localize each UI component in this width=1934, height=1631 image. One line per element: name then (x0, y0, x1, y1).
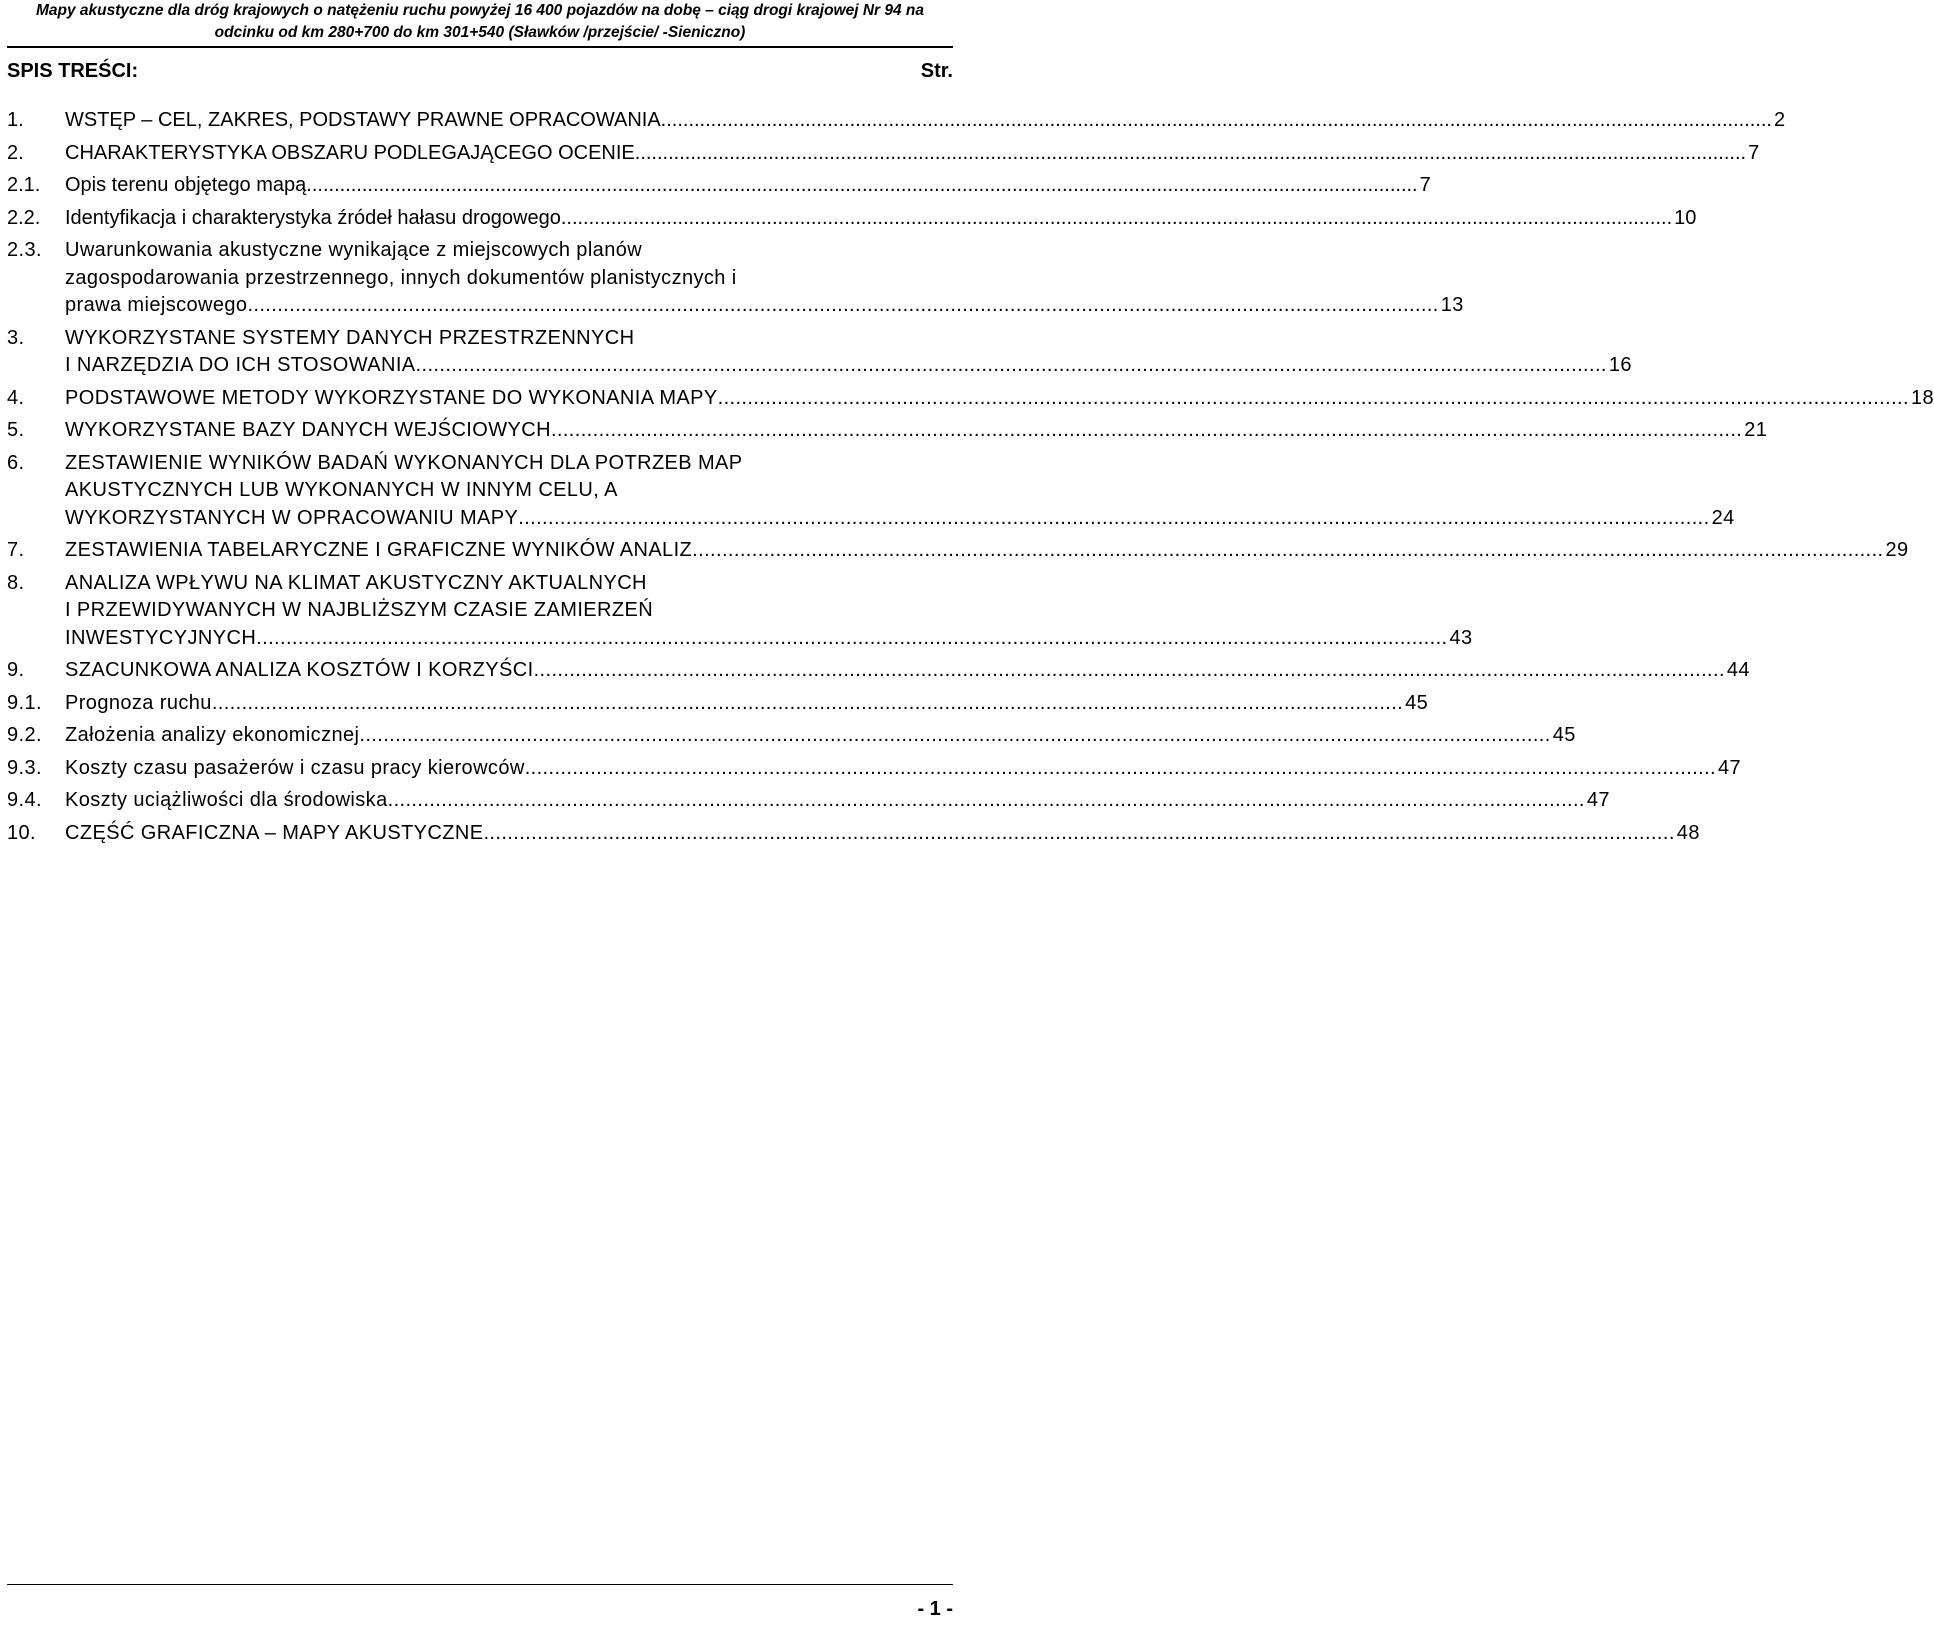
toc-title-row (7, 60, 953, 88)
toc-entry-page: 13 (1440, 294, 1464, 316)
toc-entry-title: WYKORZYSTANE SYSTEMY DANYCH PRZESTRZENNYCH (65, 326, 635, 349)
toc-entry-number: 5. (7, 419, 25, 441)
toc-entry-title: Prognoza ruchu (65, 691, 212, 714)
toc-entry-title: Uwarunkowania akustyczne wynikające z miejscowych planów (65, 239, 643, 261)
toc-entry-page: 47 (1586, 789, 1610, 811)
toc-entry-page: 21 (1744, 419, 1768, 441)
dot-leader (525, 755, 1716, 783)
dot-leader (561, 205, 1672, 233)
toc-entry[interactable] (7, 325, 1632, 380)
toc-entry-number: 2. (7, 141, 24, 164)
toc-entry-title: INWESTYCYJNYCH (65, 626, 257, 649)
toc-entry-number: 2.3. (7, 239, 42, 261)
toc-entry[interactable] (7, 722, 1576, 750)
dot-leader (212, 690, 1403, 718)
toc-entry[interactable] (7, 107, 1786, 135)
toc-entry-title: AKUSTYCZNYCH LUB WYKONANYCH W INNYM CELU, A (65, 479, 618, 501)
toc-entry-number: 9. (7, 659, 25, 681)
toc-entry-number: 9.2. (7, 724, 42, 746)
toc-entry-page: 48 (1676, 821, 1700, 844)
toc-entry-title: zagospodarowania przestrzennego, innych dokumentów planistycznych i (65, 266, 737, 289)
toc-entry[interactable] (7, 657, 1750, 685)
page-number: - 1 - (917, 1598, 953, 1620)
toc-entry-title: Koszty czasu pasażerów i czasu pracy kierowców (65, 756, 525, 779)
toc-entry-number: 2.1. (7, 174, 41, 196)
toc-entry-title: Koszty uciążliwości dla środowiska. (65, 789, 394, 811)
toc-entry[interactable] (7, 690, 1429, 718)
toc-entry-title: SZACUNKOWA ANALIZA KOSZTÓW I KORZYŚCI (65, 659, 534, 681)
toc-entry-page: 7 (1419, 174, 1431, 196)
toc-entry-title: I NARZĘDZIA DO ICH STOSOWANIA (65, 354, 416, 376)
dot-leader (518, 505, 1709, 533)
toc-entry[interactable] (7, 820, 1700, 848)
toc-entry[interactable] (7, 570, 1473, 653)
toc-entry-title: WYKORZYSTANYCH W OPRACOWANIU MAPY (65, 506, 519, 529)
dot-leader (718, 385, 1909, 413)
dot-leader (394, 787, 1585, 815)
dot-leader (483, 820, 1674, 848)
toc-entry-number: 1. (7, 109, 24, 131)
toc-entry-number: 8. (7, 571, 25, 594)
toc-entry-page: 47 (1718, 756, 1742, 779)
toc-entry[interactable] (7, 450, 1735, 533)
toc-entry-number: 9.4. (7, 789, 42, 811)
table-of-contents (7, 107, 1934, 847)
dot-leader (635, 140, 1746, 168)
toc-entry-title: ZESTAWIENIA TABELARYCZNE I GRAFICZNE WYNIKÓW ANALIZ (65, 539, 693, 561)
toc-entry-number: 4. (7, 386, 25, 409)
dot-leader (306, 172, 1417, 200)
toc-entry-page: 44 (1726, 659, 1750, 681)
toc-entry-page: 7 (1748, 141, 1760, 164)
toc-entry-title: Opis terenu objętego mapą (65, 174, 307, 196)
toc-entry-title: CZĘŚĆ GRAFICZNA – MAPY AKUSTYCZNE (65, 821, 484, 844)
toc-entry[interactable] (7, 417, 1768, 445)
dot-leader (692, 537, 1883, 565)
toc-entry-number: 10. (7, 821, 37, 844)
toc-entry-title: ANALIZA WPŁYWU NA KLIMAT AKUSTYCZNY AKTUALNYCH (65, 571, 647, 594)
dot-leader (416, 352, 1607, 380)
footer-rule (7, 1584, 953, 1585)
toc-entry-page: 16 (1608, 354, 1632, 376)
toc-title: SPIS TREŚCI: (7, 60, 139, 82)
toc-entry-title: WYKORZYSTANE BAZY DANYCH WEJŚCIOWYCH (65, 419, 551, 441)
toc-entry-page: 45 (1405, 691, 1429, 714)
toc-entry[interactable] (7, 205, 1697, 233)
dot-leader (551, 417, 1742, 445)
toc-entry[interactable] (7, 237, 1464, 320)
toc-entry[interactable] (7, 172, 1431, 200)
dot-leader (247, 292, 1438, 320)
running-header (0, 0, 960, 44)
dot-leader (256, 625, 1447, 653)
toc-entry-number: 3. (7, 326, 25, 349)
dot-leader (359, 722, 1550, 750)
toc-entry-title: Założenia analizy ekonomicznej (65, 724, 360, 746)
toc-entry[interactable] (7, 755, 1742, 783)
toc-entry[interactable] (7, 385, 1934, 413)
toc-entry-number: 2.2. (7, 206, 41, 229)
toc-entry-number: 7. (7, 539, 25, 561)
toc-entry-page: 45 (1552, 724, 1576, 746)
toc-entry-page: 43 (1449, 626, 1473, 649)
toc-entry-page: 10 (1674, 206, 1697, 229)
toc-entry-page: 24 (1711, 506, 1735, 529)
dot-leader (661, 107, 1772, 135)
toc-entry-title: I PRZEWIDYWANYCH W NAJBLIŻSZYM CZASIE ZAMIERZEŃ (65, 599, 654, 621)
toc-entry-title: PODSTAWOWE METODY WYKORZYSTANE DO WYKONANIA MAPY (65, 386, 718, 409)
toc-entry-number: 9.3. (7, 756, 42, 779)
dot-leader (534, 657, 1725, 685)
toc-entry-number: 6. (7, 451, 25, 474)
toc-entry-title: WSTĘP – CEL, ZAKRES, PODSTAWY PRAWNE OPRACOWANIA (65, 109, 661, 131)
toc-page-column-label: Str. (920, 60, 953, 82)
toc-entry-title: CHARAKTERYSTYKA OBSZARU PODLEGAJĄCEGO OCENIE (65, 141, 635, 164)
toc-entry-number: 9.1. (7, 691, 42, 714)
header-line-2: odcinku od km 280+700 do km 301+540 (Sławków /przejście/ -Sieniczno) (214, 24, 746, 41)
toc-entry-title: ZESTAWIENIE WYNIKÓW BADAŃ WYKONANYCH DLA POTRZEB MAP (65, 451, 743, 474)
toc-entry-title: Identyfikacja i charakterystyka źródeł hałasu drogowego (65, 206, 561, 229)
toc-entry-page: 18 (1910, 386, 1934, 409)
header-line-1: Mapy akustyczne dla dróg krajowych o natężeniu ruchu powyżej 16 400 pojazdów na dobę – ciąg drogi krajowej Nr 94 na (35, 2, 925, 19)
toc-entry-page: 2 (1773, 109, 1786, 131)
toc-entry-page: 29 (1885, 539, 1909, 561)
header-rule (7, 46, 953, 48)
toc-entry[interactable] (7, 140, 1760, 168)
toc-entry[interactable] (7, 537, 1909, 565)
toc-entry[interactable] (7, 787, 1610, 815)
toc-entry-title: prawa miejscowego (65, 294, 248, 316)
